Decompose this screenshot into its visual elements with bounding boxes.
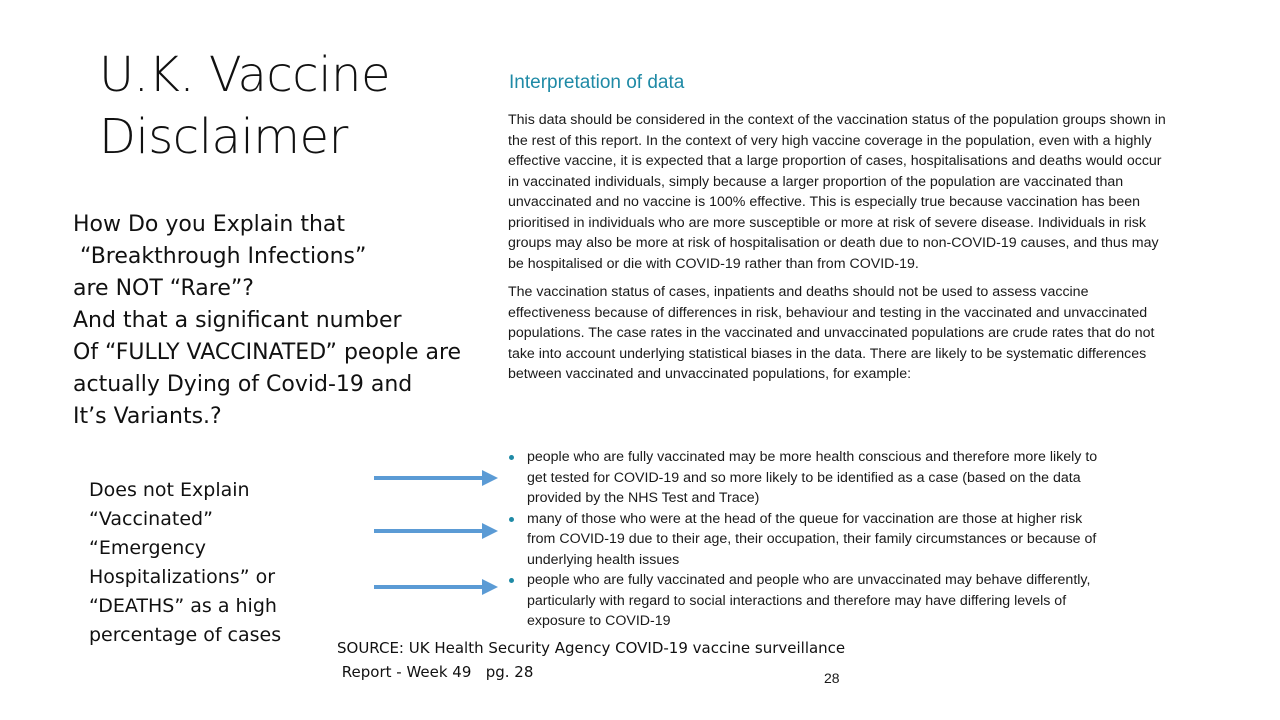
question-line: And that a significant number bbox=[73, 308, 402, 333]
bullet-dot-icon bbox=[509, 517, 514, 522]
slide-title-line: U.K. Vaccine bbox=[99, 47, 390, 103]
question-line: “Breakthrough Infections” bbox=[73, 244, 367, 269]
bullet-text: many of those who were at the head of the queue for vaccination are those at higher risk from COVID-19 due to their age, their occupation, their family circumstances or because of underlying health issues bbox=[527, 510, 1097, 568]
question-text bbox=[73, 209, 493, 433]
document-paragraph: The vaccination status of cases, inpatients and deaths should not be used to assess vaccine effectiveness because of differences in risk, behaviour and testing in the vaccinated and unvaccinated populations. The case rates in the vaccinated and unvaccinated populations are crude rates that do not take into account underlying statistical biases in the data. There are likely to be systematic differences between vaccinated and unvaccinated populations, for example: bbox=[508, 284, 1155, 382]
bullet-dot-icon bbox=[509, 578, 514, 583]
note-line: “DEATHS” as a high bbox=[89, 595, 277, 617]
note-line: Does not Explain bbox=[89, 479, 250, 501]
note-line: “Emergency bbox=[89, 537, 207, 559]
source-line: SOURCE: UK Health Security Agency COVID-19 vaccine surveillance bbox=[337, 639, 846, 657]
document-excerpt bbox=[508, 70, 1168, 393]
document-bullet-list bbox=[508, 447, 1108, 632]
note-line: percentage of cases bbox=[89, 624, 282, 646]
note-line: Hospitalizations” or bbox=[89, 566, 276, 588]
note-line: “Vaccinated” bbox=[89, 508, 213, 530]
bullet-text: people who are fully vaccinated and people who are unvaccinated may behave differently, particularly with regard to social interactions and therefore may have differing levels of exposure to COVID-19 bbox=[527, 572, 1091, 629]
question-line: How Do you Explain that bbox=[73, 212, 346, 237]
arrow-1 bbox=[372, 468, 500, 488]
question-line: actually Dying of Covid-19 and bbox=[73, 372, 413, 397]
slide-title-line: Disclaimer bbox=[99, 109, 348, 165]
arrow-3 bbox=[372, 577, 500, 597]
question-line: Of “FULLY VACCINATED” people are bbox=[73, 340, 462, 365]
question-line: It’s Variants.? bbox=[73, 404, 222, 429]
source-line: Report - Week 49 pg. 28 bbox=[337, 663, 534, 681]
arrow-2 bbox=[372, 521, 500, 541]
bullet-text: people who are fully vaccinated may be more health conscious and therefore more likely to get tested for COVID-19 and so more likely to be identified as a case (based on the data provided by the NHS Test and Trace) bbox=[527, 449, 1098, 506]
document-heading: Interpretation of data bbox=[509, 72, 685, 93]
list-item bbox=[508, 509, 1108, 571]
document-paragraph: This data should be considered in the context of the vaccination status of the population groups shown in the rest of this report. In the context of very high vaccine coverage in the population, even with a highly effective vaccine, it is expected that a large proportion of cases, hospitalisations and deaths would occur in vaccinated individuals, simply because a larger proportion of the population are vaccinated than unvaccinated and no vaccine is 100% effective. This is especially true because vaccination has been prioritised in individuals who are more susceptible or more at risk of severe disease. Individuals in risk groups may also be more at risk of hospitalisation or death due to non-COVID-19 causes, and thus may be hospitalised or die with COVID-19 rather than from COVID-19. bbox=[508, 112, 1166, 272]
note-text bbox=[89, 476, 349, 650]
source-citation bbox=[337, 636, 897, 684]
list-item bbox=[508, 447, 1108, 509]
question-line: are NOT “Rare”? bbox=[73, 276, 254, 301]
page-number: 28 bbox=[824, 670, 840, 686]
slide-title bbox=[99, 44, 479, 168]
bullet-dot-icon bbox=[509, 455, 514, 460]
list-item bbox=[508, 570, 1108, 632]
